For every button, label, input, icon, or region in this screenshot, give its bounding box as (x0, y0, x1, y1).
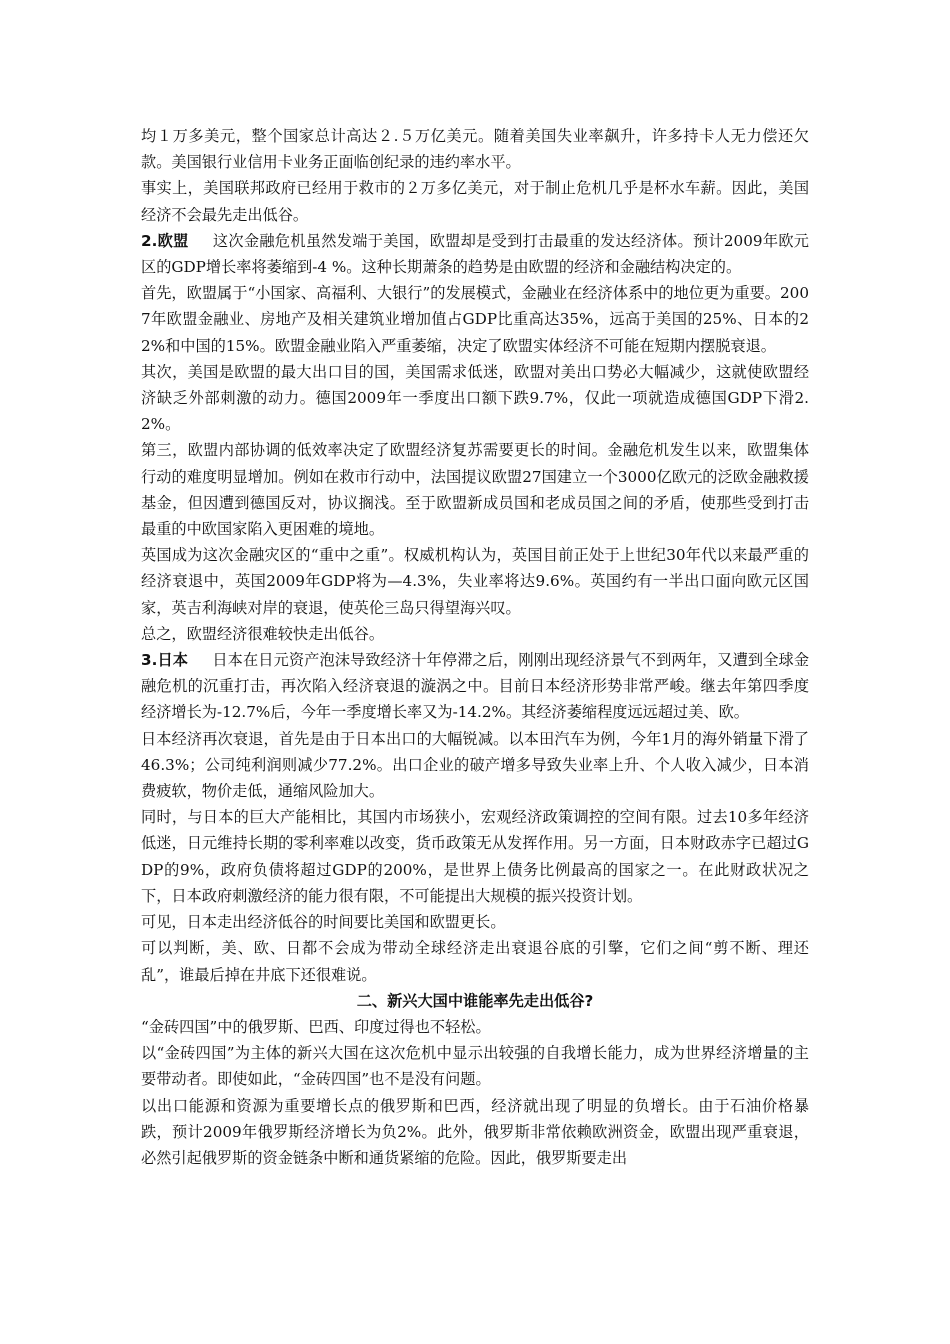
paragraph: 英国成为这次金融灾区的“重中之重”。权威机构认为，英国目前正处于上世纪30年代以来最严重的经济衰退中，英国2009年GDP将为—4.3%，失业率将达9.6%。英国约有一半出口面向欧元区国家，英吉利海峡对岸的衰退，使英伦三岛只得望海兴叹。 (141, 546, 809, 617)
paragraph: 其次，美国是欧盟的最大出口目的国，美国需求低迷，欧盟对美出口势必大幅减少，这就使欧盟经济缺乏外部刺激的动力。德国2009年一季度出口额下跌9.7%，仅此一项就造成德国GDP下滑2.2%。 (141, 362, 809, 434)
section-label-eu: 2.欧盟 (141, 231, 189, 250)
paragraph-eu: 2.欧盟 这次金融危机虽然发端于美国，欧盟却是受到打击最重的发达经济体。预计2009年欧元区的GDP增长率将萎缩到-4 %。这种长期萧条的趋势是由欧盟的经济和金融结构决定的。 (141, 231, 809, 277)
paragraph-japan: 3.日本 日本在日元资产泡沫导致经济十年停滞之后，刚刚出现经济景气不到两年，又遭到全球金融危机的沉重打击，再次陷入经济衰退的漩涡之中。目前日本经济形势非常严峻。继去年第四季度经济增长为-12.7%后，今年一季度增长率又为-14.2%。其经济萎缩程度远远超过美、欧。 (141, 651, 810, 722)
paragraph: 首先，欧盟属于“小国家、高福利、大银行”的发展模式，金融业在经济体系中的地位更为重要。2007年欧盟金融业、房地产及相关建筑业增加值占GDP比重高达35%，远高于美国的25%、日本的22%和中国的15%。欧盟金融业陷入严重萎缩，决定了欧盟实体经济不可能在短期内摆脱衰退。 (141, 284, 809, 355)
paragraph: 同时，与日本的巨大产能相比，其国内市场狭小，宏观经济政策调控的空间有限。过去10多年经济低迷，日元维持长期的零利率难以改变，货币政策无从发挥作用。另一方面，日本财政赤字已超过GDP的9%，政府负债将超过GDP的200%，是世界上债务比例最高的国家之一。在此财政状况之下，日本政府刺激经济的能力很有限，不可能提出大规模的振兴投资计划。 (141, 808, 809, 905)
document-page (141, 123, 809, 1171)
paragraph: “金砖四国”中的俄罗斯、巴西、印度过得也不轻松。 (141, 1017, 491, 1036)
paragraph: 均１万多美元，整个国家总计高达２.５万亿美元。随着美国失业率飙升，许多持卡人无力偿还欠款。美国银行业信用卡业务正面临创纪录的违约率水平。 (141, 127, 809, 172)
paragraph: 以“金砖四国”为主体的新兴大国在这次危机中显示出较强的自我增长能力，成为世界经济增量的主要带动者。即使如此，“金砖四国”也不是没有问题。 (141, 1044, 809, 1089)
paragraph: 可见，日本走出经济低谷的时间要比美国和欧盟更长。 (141, 913, 506, 932)
paragraph: 总之，欧盟经济很难较快走出低谷。 (141, 624, 384, 643)
paragraph: 以出口能源和资源为重要增长点的俄罗斯和巴西，经济就出现了明显的负增长。由于石油价格暴跌，预计2009年俄罗斯经济增长为负2%。此外，俄罗斯非常依赖欧洲资金，欧盟出现严重衰退，必然引起俄罗斯的资金链条中断和通货紧缩的危险。因此，俄罗斯要走出 (141, 1096, 809, 1167)
section-heading: 二、新兴大国中谁能率先走出低谷? (356, 991, 594, 1010)
paragraph: 第三，欧盟内部协调的低效率决定了欧盟经济复苏需要更长的时间。金融危机发生以来，欧盟集体行动的难度明显增加。例如在救市行动中，法国提议欧盟27国建立一个3000亿欧元的泛欧金融救援基金，但因遭到德国反对，协议搁浅。至于欧盟新成员国和老成员国之间的矛盾，使那些受到打击最重的中欧国家陷入更困难的境地。 (141, 441, 809, 539)
paragraph: 可以判断，美、欧、日都不会成为带动全球经济走出衰退谷底的引擎，它们之间“剪不断、理还乱”，谁最后掉在井底下还很难说。 (141, 939, 809, 984)
section-label-japan: 3.日本 (141, 651, 189, 670)
paragraph: 日本经济再次衰退，首先是由于日本出口的大幅锐减。以本田汽车为例，今年1月的海外销量下滑了46.3%；公司纯利润则减少77.2%。出口企业的破产增多导致失业率上升、个人收入减少，日本消费疲软，物价走低，通缩风险加大。 (141, 729, 809, 801)
paragraph: 事实上，美国联邦政府已经用于救市的２万多亿美元，对于制止危机几乎是杯水车薪。因此，美国经济不会最先走出低谷。 (141, 179, 809, 224)
